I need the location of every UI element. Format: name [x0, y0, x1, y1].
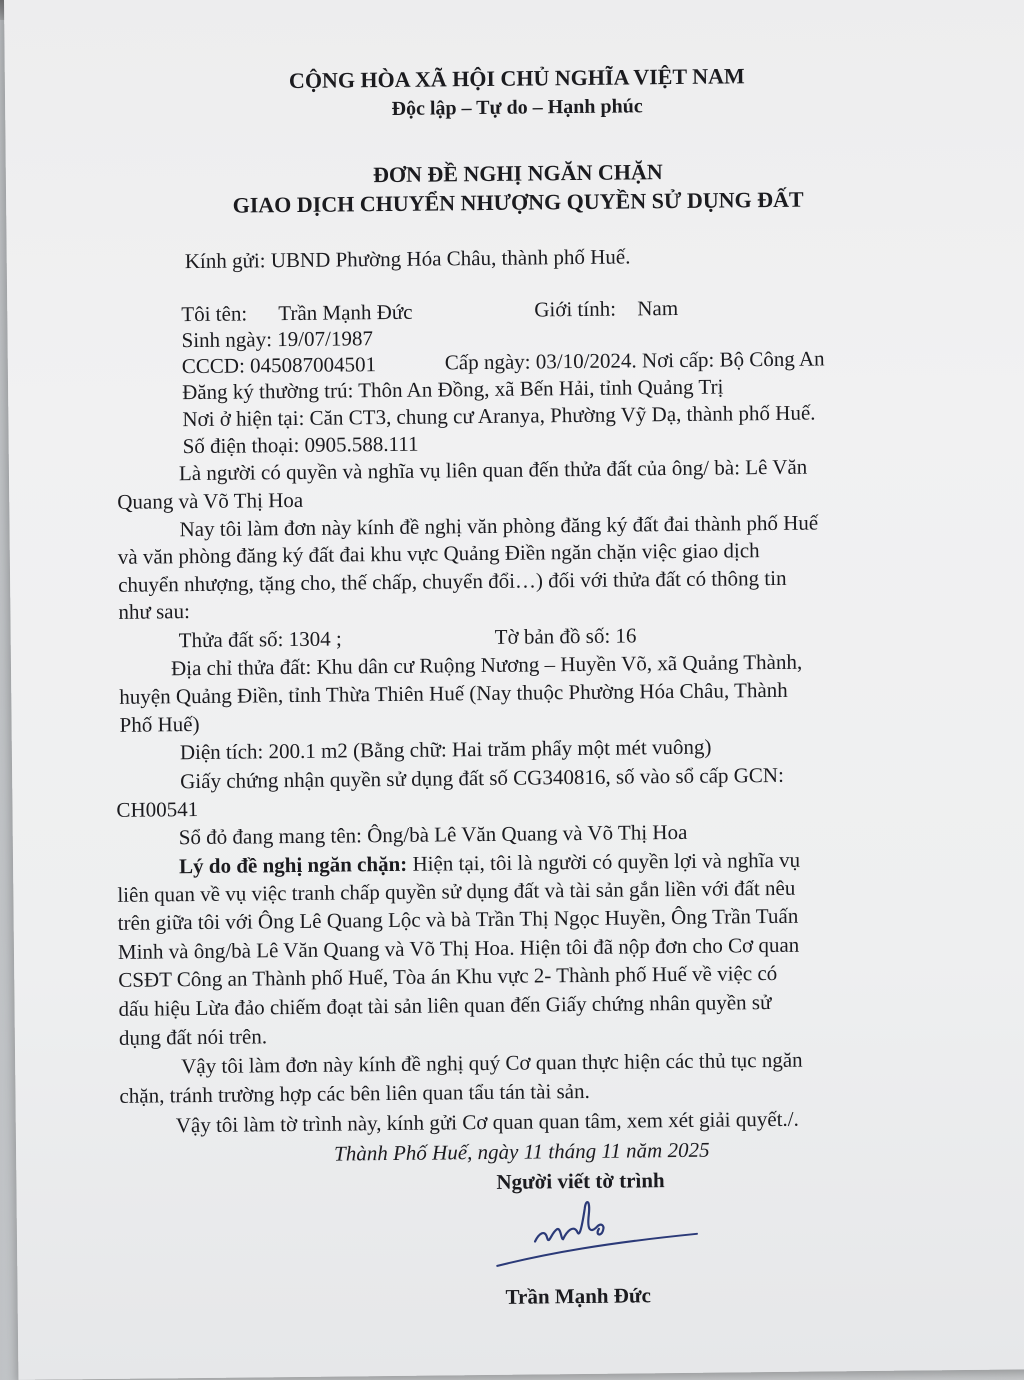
- reason-text: Minh và ông/bà Lê Văn Quang và Võ Thị Hoa. Hiện tôi đã nộp đơn cho Cơ quan: [117, 932, 800, 964]
- permanent-address: Đăng ký thường trú: Thôn An Đồng, xã Bến Hải, tỉnh Quảng Trị: [181, 374, 724, 405]
- reason-label: Lý do đề nghị ngăn chặn:: [178, 851, 408, 879]
- gender-value: Nam: [637, 295, 679, 321]
- closing-text: Vậy tôi làm tờ trình này, kính gửi Cơ quan quan tâm, xem xét giải quyết./.: [175, 1106, 799, 1138]
- name-label: Tôi tên:: [181, 301, 248, 327]
- recipient: Kính gửi: UBND Phường Hóa Châu, thành phố Huế.: [184, 244, 631, 274]
- reason-text: trên giữa tôi với Ông Lê Quang Lộc và bà Trần Thị Ngọc Huyền, Ông Trần Tuấn: [117, 903, 799, 935]
- applicant-name: Trần Mạnh Đức: [278, 299, 413, 326]
- parcel-address: Địa chỉ thửa đất: Khu dân cư Ruộng Nương – Huyền Võ, xã Quảng Thành,: [170, 649, 803, 681]
- body-text: Là người có quyền và nghĩa vụ liên quan đến thửa đất của ông/ bà: Lê Văn: [178, 454, 808, 486]
- reason-text: dụng đất nói trên.: [118, 1024, 268, 1050]
- request-text: Vậy tôi làm đơn này kính đề nghị quý Cơ quan thực hiện các thủ tục ngăn: [181, 1047, 803, 1079]
- document-title-line1: ĐƠN ĐỀ NGHỊ NGĂN CHẶN: [372, 159, 663, 188]
- document-page: [4, 0, 1024, 1380]
- certificate-info: CH00541: [116, 797, 199, 822]
- current-address: Nơi ở hiện tại: Căn CT3, chung cư Aranya, Phường Vỹ Dạ, thành phố Huế.: [182, 400, 816, 432]
- cccd-number: CCCD: 045087004501: [181, 352, 377, 379]
- parcel-area: Diện tích: 200.1 m2 (Bằng chữ: Hai trăm phẩy một mét vuông): [179, 734, 712, 765]
- parcel-address: Phố Huế): [119, 711, 200, 737]
- certificate-info: Giấy chứng nhận quyền sử dụng đất số CG340816, số vào sổ cấp GCN:: [180, 762, 784, 794]
- phone-number: Số điện thoại: 0905.588.111: [182, 431, 419, 459]
- body-text: như sau:: [118, 599, 191, 624]
- motto: Độc lập – Tự do – Hạnh phúc: [391, 95, 643, 120]
- reason-text: Hiện tại, tôi là người có quyền lợi và nghĩa vụ: [407, 847, 801, 876]
- country-name: CỘNG HÒA XÃ HỘI CHỦ NGHĨA VIỆT NAM: [288, 63, 745, 94]
- body-text: Quang và Võ Thị Hoa: [117, 487, 304, 514]
- date-of-birth: Sinh ngày: 19/07/1987: [181, 326, 374, 353]
- owner-info: Sổ đỏ đang mang tên: Ông/bà Lê Văn Quang và Võ Thị Hoa: [178, 819, 688, 850]
- reason-paragraph: [179, 848, 800, 879]
- document-title-line2: GIAO DỊCH CHUYỂN NHƯỢNG QUYỀN SỬ DỤNG ĐẤT: [232, 186, 804, 218]
- signer-name: Trần Mạnh Đức: [505, 1283, 651, 1309]
- reason-text: dấu hiệu Lừa đảo chiếm đoạt tài sản liên quan đến Giấy chứng nhân quyền sử: [118, 990, 772, 1021]
- map-sheet-number: Tờ bản đồ số: 16: [494, 623, 637, 649]
- request-text: chặn, tránh trường hợp các bên liên quan tẩu tán tài sản.: [119, 1078, 590, 1108]
- cccd-issue: Cấp ngày: 03/10/2024. Nơi cấp: Bộ Công An: [444, 346, 825, 375]
- reason-text: CSĐT Công an Thành phố Huế, Tòa án Khu vực 2- Thành phố Huế về việc có: [118, 960, 778, 992]
- handwritten-signature: [486, 1188, 707, 1280]
- gender-label: Giới tính:: [534, 296, 617, 322]
- parcel-address: huyện Quảng Điền, tỉnh Thừa Thiên Huế (Nay thuộc Phường Hóa Châu, Thành: [119, 677, 788, 709]
- body-text: Nay tôi làm đơn này kính đề nghị văn phòng đăng ký đất đai thành phố Huế: [179, 510, 819, 542]
- signer-title: Người viết tờ trình: [496, 1168, 665, 1194]
- reason-text: liên quan về vụ việc tranh chấp quyền sử dụng đất và tài sản gắn liền với đất nêu: [117, 875, 796, 907]
- place-date: Thành Phố Huế, ngày 11 tháng 11 năm 2025: [333, 1137, 710, 1166]
- body-text: và văn phòng đăng ký đất đai khu vực Quảng Điền ngăn chặn việc giao dịch: [117, 538, 760, 569]
- body-text: chuyển nhượng, tặng cho, thế chấp, chuyển đổi…) đối với thửa đất có thông tin: [118, 565, 787, 597]
- parcel-number: Thửa đất số: 1304 ;: [178, 626, 342, 653]
